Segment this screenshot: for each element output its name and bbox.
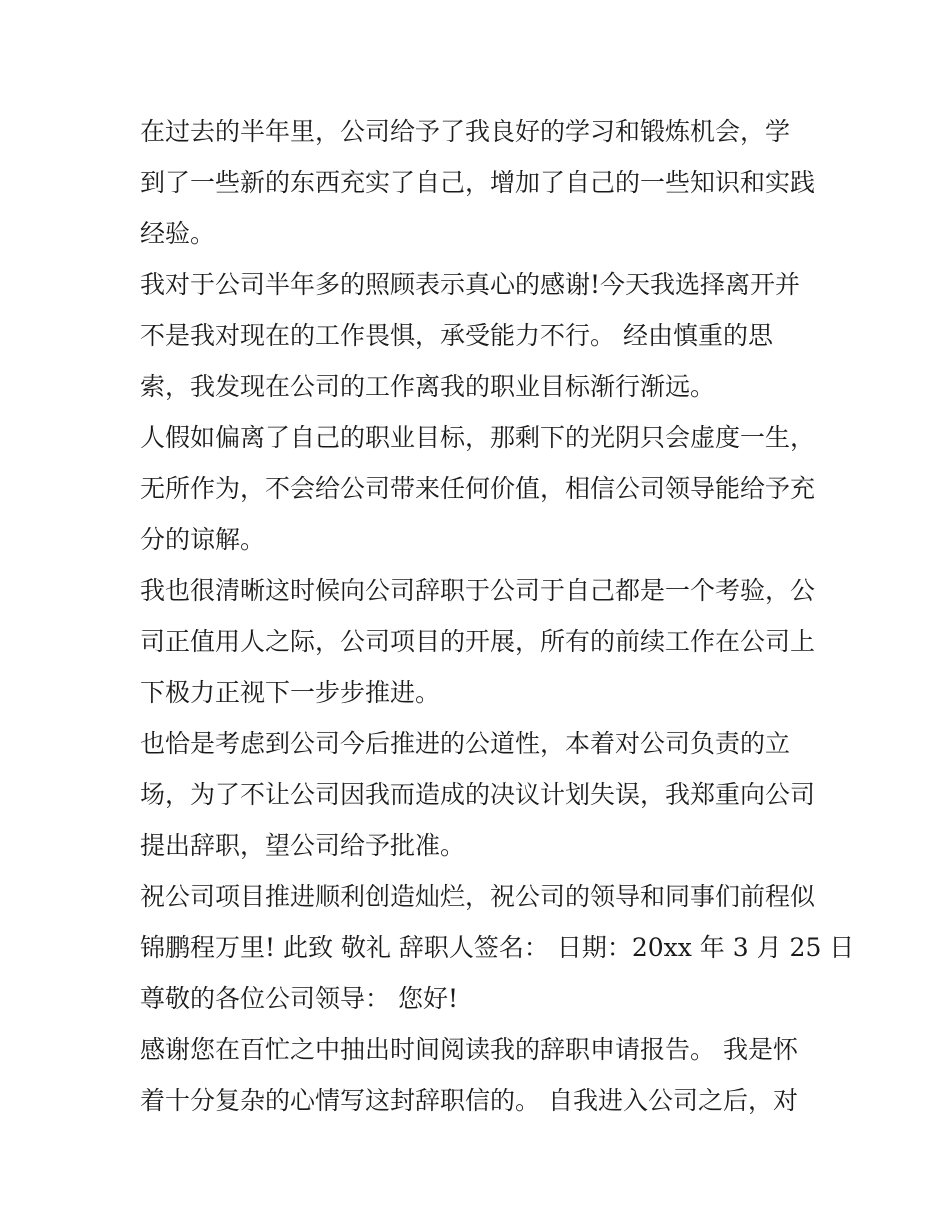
text-line: 下极力正视下一步步推进。 <box>140 678 441 707</box>
text-line: 分的谅解。 <box>140 525 266 554</box>
text-line: 祝公司项目推进顺利创造灿烂，祝公司的领导和同事们前程似 <box>140 882 816 911</box>
text-line: 尊敬的各位公司领导： 您好! <box>140 984 458 1013</box>
text-line: 感谢您在百忙之中抽出时间阅读我的辞职申请报告。 我是怀 <box>140 1035 798 1064</box>
text-line: 到了一些新的东西充实了自己，增加了自己的一些知识和实践 <box>140 168 816 197</box>
text-line: 我也很清晰这时候向公司辞职于公司于自己都是一个考验，公 <box>140 576 816 605</box>
text-line: 不是我对现在的工作畏惧，承受能力不行。 经由慎重的思 <box>140 321 773 350</box>
text-line: 提出辞职，望公司给予批准。 <box>140 831 466 860</box>
text-line: 索，我发现在公司的工作离我的职业目标渐行渐远。 <box>140 372 716 401</box>
text-line: 着十分复杂的心情写这封辞职信的。 自我进入公司之后，对 <box>140 1086 798 1115</box>
text-line: 司正值用人之际，公司项目的开展，所有的前续工作在公司上 <box>140 627 816 656</box>
text-line: 锦鹏程万里! 此致 敬礼 辞职人签名： 日期：20xx 年 3 月 25 日 <box>140 933 855 962</box>
text-line: 经验。 <box>140 219 216 248</box>
text-line: 也恰是考虑到公司今后推进的公道性，本着对公司负责的立 <box>140 729 791 758</box>
text-line: 人假如偏离了自己的职业目标，那剩下的光阴只会虚度一生， <box>140 423 816 452</box>
text-line: 我对于公司半年多的照顾表示真心的感谢!今天我选择离开并 <box>140 270 801 299</box>
text-line: 在过去的半年里，公司给予了我良好的学习和锻炼机会，学 <box>140 117 791 146</box>
document-body <box>140 106 855 1126</box>
text-line: 场，为了不让公司因我而造成的决议计划失误，我郑重向公司 <box>140 780 816 809</box>
text-line: 无所作为，不会给公司带来任何价值，相信公司领导能给予充 <box>140 474 816 503</box>
